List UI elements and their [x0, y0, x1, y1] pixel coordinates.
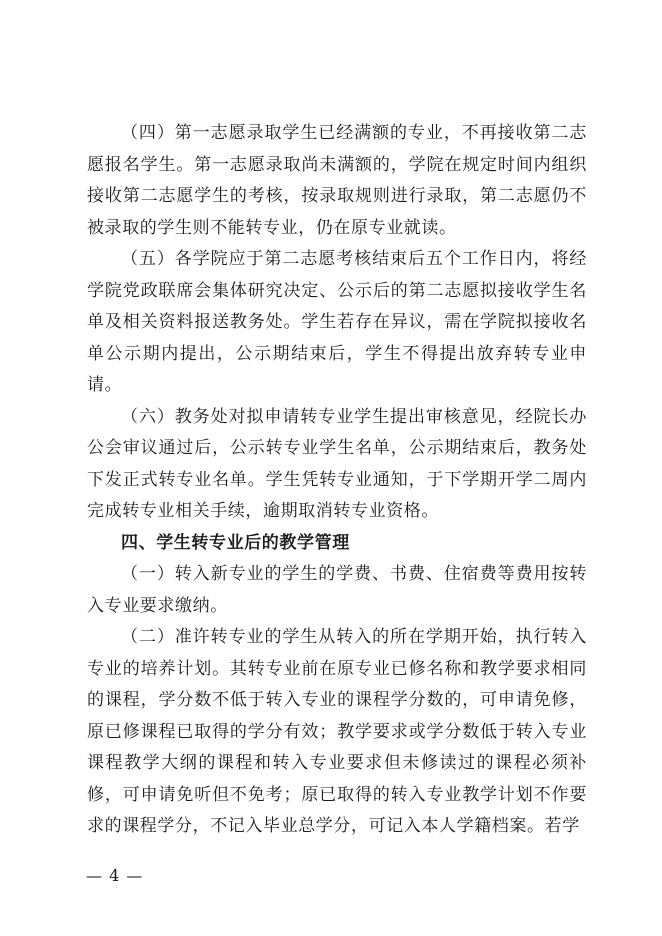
paragraph-5: （五）各学院应于第二志愿考核结束后五个工作日内，将经学院党政联席会集体研究决定、公示后的第二志愿拟接收学生名单及相关资料报送教务处。学生若存在异议，需在学院拟接收名单公示期内提出，公示期结束后，学生不得提出放弃转专业申请。	[87, 249, 587, 395]
paragraph-6: （六）教务处对拟申请转专业学生提出审核意见，经院长办公会审议通过后，公示转专业学生名单，公示期结束后，教务处下发正式转专业名单。学生凭转专业通知，于下学期开学二周内完成转专业相关手续，逾期取消转专业资格。	[87, 406, 587, 521]
document-body	[87, 118, 587, 843]
section-heading: 四、学生转专业后的教学管理	[121, 532, 350, 553]
paragraph-4: （四）第一志愿录取学生已经满额的专业，不再接收第二志愿报名学生。第一志愿录取尚未满额的，学院在规定时间内组织接收第二志愿学生的考核，按录取规则进行录取，第二志愿仍不被录取的学生则不能转专业，仍在原专业就读。	[87, 123, 587, 238]
paragraph-section4-2: （二）准许转专业的学生从转入的所在学期开始，执行转入专业的培养计划。其转专业前在原专业已修名称和教学要求相同的课程，学分数不低于转入专业的课程学分数的，可申请免修，原已修课程已取得的学分有效；教学要求或学分数低于转入专业课程教学大纲的课程和转入专业要求但未修读过的课程必须补修，可申请免听但不免考；原已取得的转入专业教学计划不作要求的课程学分，不记入毕业总学分，可记入本人学籍档案。若学	[87, 627, 587, 836]
page-number: — 4 —	[86, 866, 144, 885]
paragraph-section4-1: （一）转入新专业的学生的学费、书费、住宿费等费用按转入专业要求缴纳。	[87, 564, 587, 616]
